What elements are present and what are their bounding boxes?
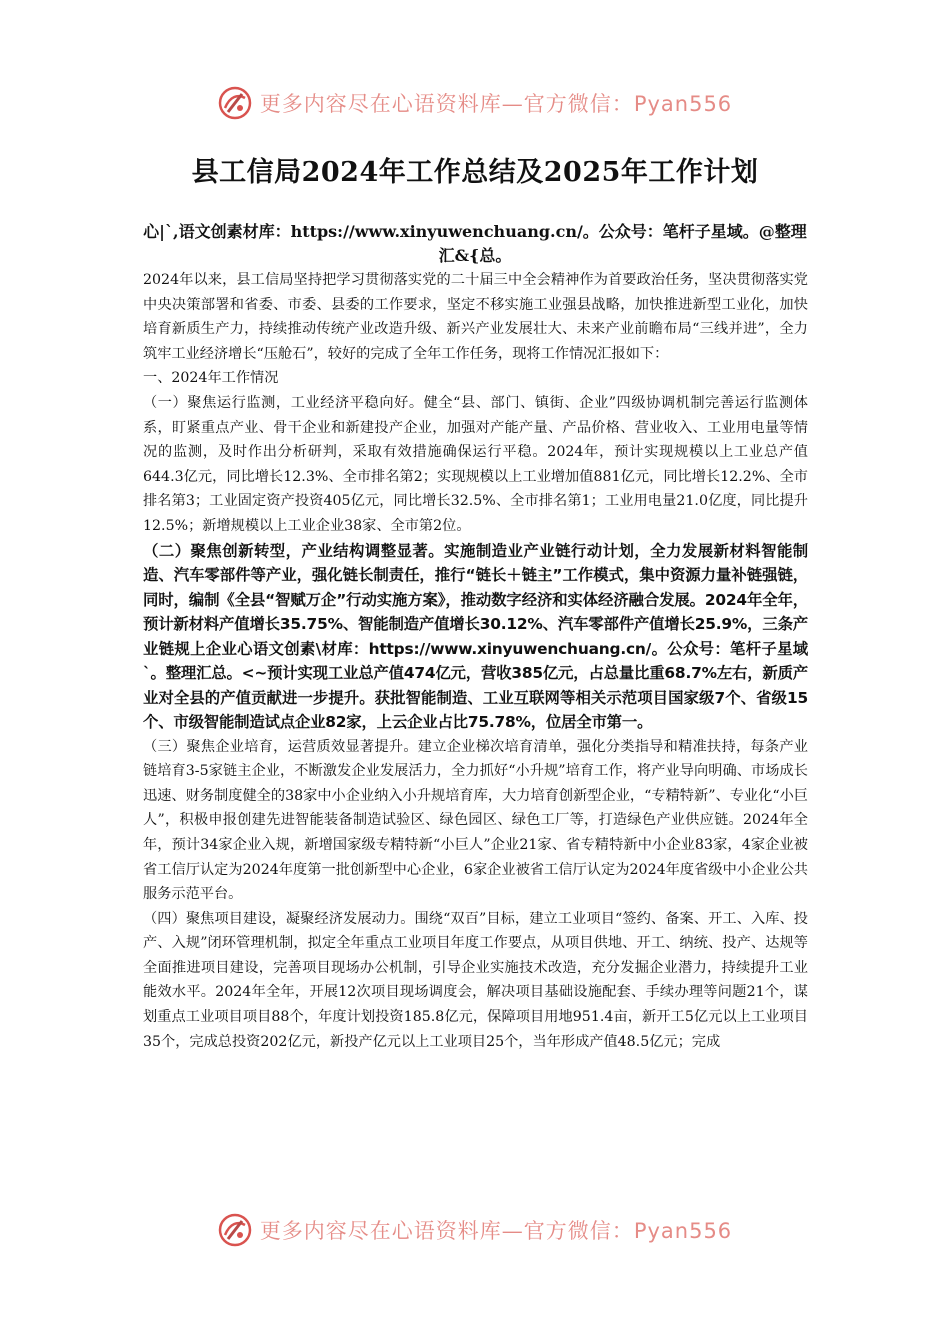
document-title: 县工信局2024年工作总结及2025年工作计划 [191,157,759,188]
xinyu-logo-icon [218,86,252,120]
banner-text: 更多内容尽在心语资料库—官方微信：Pyan556 [259,92,733,116]
banner-text: 更多内容尽在心语资料库—官方微信：Pyan556 [259,1219,733,1243]
section-heading: 一、2024年工作情况 [143,370,279,387]
source-note: 心|`,语文创素材库：https://www.xinyuwenchuang.cn/。公众号：笔杆子星域。@整理汇&{总。 [143,222,807,265]
paragraph-enterprise-cultivation: （三）聚焦企业培育，运营质效显著提升。建立企业梯次培育清单，强化分类指导和精准扶持，每条产业链培育3-5家链主企业，不断激发企业发展活力，全力抓好“小升规”培育工作，将产业导向明确、市场成长迅速、财务制度健全的38家中小企业纳入小升规培育库，大力培育创新型企业，“专精特新”、专业化“小巨人”，积极申报创建先进智能装备制造试验区、绿色园区、绿色工厂等，打造绿色产业供应链。2024年全年，预计34家企业入规，新增国家级专精特新“小巨人”企业21家、省专精特新中小企业83家，4家企业被省工信厅认定为2024年度第一批创新型中心企业，6家企业被省工信厅认定为2024年度省级中小企业公共服务示范平台。 [143,738,808,903]
wechat-id: Pyan556 [633,92,733,116]
wechat-id: Pyan556 [633,1219,733,1243]
paragraph-operation-monitoring: （一）聚焦运行监测，工业经济平稳向好。健全“县、部门、镇街、企业”四级协调机制完善运行监测体系，盯紧重点产业、骨干企业和新建投产企业，加强对产能产量、产品价格、营业收入、工业用电量等情况的监测，及时作出分析研判，采取有效措施确保运行平稳。2024年，预计实现规模以上工业总产值644.3亿元，同比增长12.3%、全市排名第2；实现规模以上工业增加值881亿元，同比增长12.2%、全市排名第3；工业固定资产投资405亿元，同比增长32.5%、全市排名第1；工业用电量21.0亿度，同比提升12.5%；新增规模以上工业企业38家、全市第2位。 [143,394,808,534]
intro-paragraph: 2024年以来，县工信局坚持把学习贯彻落实党的二十届三中全会精神作为首要政治任务，坚决贯彻落实党中央决策部署和省委、市委、县委的工作要求，坚定不移实施工业强县战略，加快推进新型工业化，加快培育新质生产力，持续推动传统产业改造升级、新兴产业发展壮大、未来产业前瞻布局“三线并进”，全力筑牢工业经济增长“压舱石”，较好的完成了全年工作任务，现将工作情况汇报如下： [143,272,808,362]
header-banner [0,83,950,123]
footer-banner [0,1210,950,1250]
paragraph-innovation-transformation: （二）聚焦创新转型，产业结构调整显著。实施制造业产业链行动计划，全力发展新材料智能制造、汽车零部件等产业，强化链长制责任，推行“链长＋链主”工作模式，集中资源力量补链强链，同时，编制《全县“智赋万企”行动实施方案》，推动数字经济和实体经济融合发展。2024年全年，预计新材料产值增长35.75%、智能制造产值增长30.12%、汽车零部件产值增长25.9%，三条产业链规上企业心语文创素\材库：https://www.xinyuwenchuang.cn/。公众号：笔杆子星域`。整理汇总。<~预计实现工业总产值474亿元，营收385亿元，占总量比重68.7%左右，新质产业对全县的产值贡献进一步提升。获批智能制造、工业互联网等相关示范项目国家级7个、省级15个、市级智能制造试点企业82家，上云企业占比75.78%，位居全市第一。 [143,541,808,732]
document-body [143,268,808,1054]
paragraph-project-construction: （四）聚焦项目建设，凝聚经济发展动力。围绕“双百”目标，建立工业项目“签约、备案、开工、入库、投产、入规”闭环管理机制，拟定全年重点工业项目年度工作要点，从项目供地、开工、纳统、投产、达规等全面推进项目建设，完善项目现场办公机制，引导企业实施技术改造，充分发掘企业潜力，持续提升工业能效水平。2024年全年，开展12次项目现场调度会，解决项目基础设施配套、手续办理等问题21个，谋划重点工业项目项目88个，年度计划投资185.8亿元，保障项目用地951.4亩，新开工5亿元以上工业项目35个，完成总投资202亿元，新投产亿元以上工业项目25个，当年形成产值48.5亿元；完成 [143,910,808,1050]
xinyu-logo-icon [218,1213,252,1247]
